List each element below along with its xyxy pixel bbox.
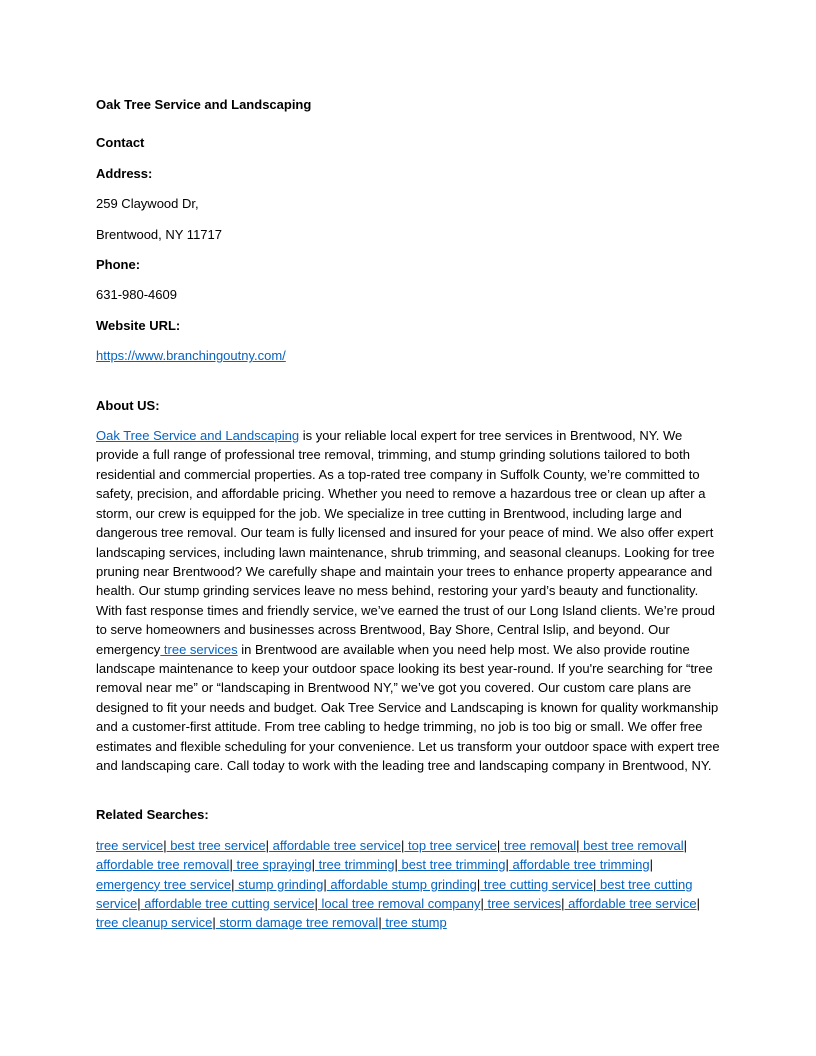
address-line-2: Brentwood, NY 11717 (96, 226, 222, 242)
related-separator: | (163, 837, 167, 853)
related-separator: | (137, 896, 141, 911)
phone-label: Phone: (96, 257, 141, 273)
address-line-1: 259 Claywood Dr, (96, 196, 199, 212)
related-link[interactable]: affordable tree trimming (508, 857, 650, 873)
related-link[interactable]: tree cutting service (480, 876, 593, 892)
related-link[interactable]: affordable tree service (564, 896, 697, 911)
about-heading: About US: (96, 397, 160, 413)
about-tree-services-link[interactable]: tree services (160, 641, 238, 657)
related-separator: | (265, 837, 269, 853)
related-link[interactable]: best tree removal (579, 837, 684, 853)
related-link[interactable]: affordable stump grinding (326, 876, 477, 892)
related-separator: | (592, 876, 597, 892)
website-url-link[interactable]: https://www.branchingoutny.com/ (96, 348, 286, 364)
related-separator: | (229, 857, 233, 873)
about-paragraph (96, 426, 720, 775)
related-link[interactable]: tree service (96, 837, 164, 853)
related-separator: | (696, 896, 700, 911)
about-company-link[interactable]: Oak Tree Service and Landscaping (96, 428, 300, 444)
related-link[interactable]: tree trimming (315, 857, 395, 873)
related-separator: | (476, 876, 481, 892)
related-link[interactable]: tree removal (500, 837, 577, 853)
related-link[interactable]: best tree trimming (397, 857, 506, 873)
related-link[interactable]: tree stump (381, 915, 447, 931)
website-url-line (96, 346, 720, 365)
related-searches-heading: Related Searches: (96, 807, 209, 823)
related-link[interactable]: tree spraying (232, 857, 312, 873)
contact-heading: Contact (96, 135, 145, 151)
related-separator: | (496, 837, 501, 853)
related-separator: | (311, 857, 315, 873)
related-link[interactable]: top tree service (404, 837, 497, 853)
related-link[interactable]: local tree removal company (317, 896, 481, 911)
related-link[interactable]: stump grinding (234, 876, 324, 892)
address-label: Address: (96, 165, 153, 181)
related-separator: | (378, 915, 382, 931)
related-separator: | (480, 896, 484, 911)
website-label: Website URL: (96, 317, 181, 333)
related-link[interactable]: affordable tree cutting service (140, 896, 315, 911)
related-link[interactable]: tree services (483, 896, 562, 911)
related-separator: | (394, 857, 398, 873)
related-separator: | (323, 876, 327, 892)
related-separator: | (649, 857, 653, 873)
related-link[interactable]: emergency tree service (96, 876, 232, 892)
related-separator: | (683, 837, 687, 853)
about-text-part-1: is your reliable local expert for tree services in Brentwood, NY. We provide a full range of professional tree removal, trimming, and stump grinding solutions tailored to both residential and commercial properties. As a top-rated tree company in Suffolk County, we’re committed to safety, precision, and affordable pricing. Whether you need to remove a hazardous tree or clean up after a storm, our crew is equipped for the job. We specialize in tree cutting in Brentwood, including large and dangerous tree removal. Our team is fully licensed and insured for your peace of mind. We also offer expert landscaping services, including lawn maintenance, shrub trimming, and seasonal cleanups. Looking for tree pruning near Brentwood? We carefully shape and maintain your trees to enhance property appearance and health. Our stump grinding services leave no mess behind, restoring your yard’s beauty and functionality. With fast response times and friendly service, we’ve earned the trust of our Long Island clients. We’re proud to serve homeowners and businesses across Brentwood, Bay Shore, Central Islip, and beyond. Our emergency (96, 428, 716, 657)
related-separator: | (561, 896, 565, 911)
document-page (96, 95, 720, 933)
related-link[interactable]: tree cleanup service (96, 915, 213, 931)
related-separator: | (231, 876, 235, 892)
related-searches-list (96, 836, 720, 933)
about-text-part-2: in Brentwood are available when you need help most. We also provide routine landscape maintenance to keep your outdoor space looking its best year-round. If you're searching for “tree removal near me” or “landscaping in Brentwood NY,” we’ve got you covered. Our custom care plans are designed to fit your needs and budget. Oak Tree Service and Landscaping is known for quality workmanship and a customer-first attitude. From tree cabling to hedge trimming, no job is too big or small. We offer free estimates and flexible scheduling for your convenience. Let us transform your outdoor space with expert tree and landscaping care. Call today to work with the leading tree and landscaping company in Brentwood, NY. (96, 641, 720, 773)
related-separator: | (314, 896, 318, 911)
related-separator: | (505, 857, 509, 873)
related-link[interactable]: affordable tree service (268, 837, 401, 853)
phone-value: 631-980-4609 (96, 287, 177, 303)
related-link[interactable]: affordable tree removal (96, 857, 230, 873)
document-title: Oak Tree Service and Landscaping (96, 97, 312, 112)
related-separator: | (576, 837, 580, 853)
related-separator: | (400, 837, 405, 853)
related-link[interactable]: storm damage tree removal (215, 915, 379, 931)
related-link[interactable]: best tree service (166, 837, 266, 853)
related-separator: | (212, 915, 216, 931)
related-link[interactable]: best tree cutting service (96, 876, 693, 911)
